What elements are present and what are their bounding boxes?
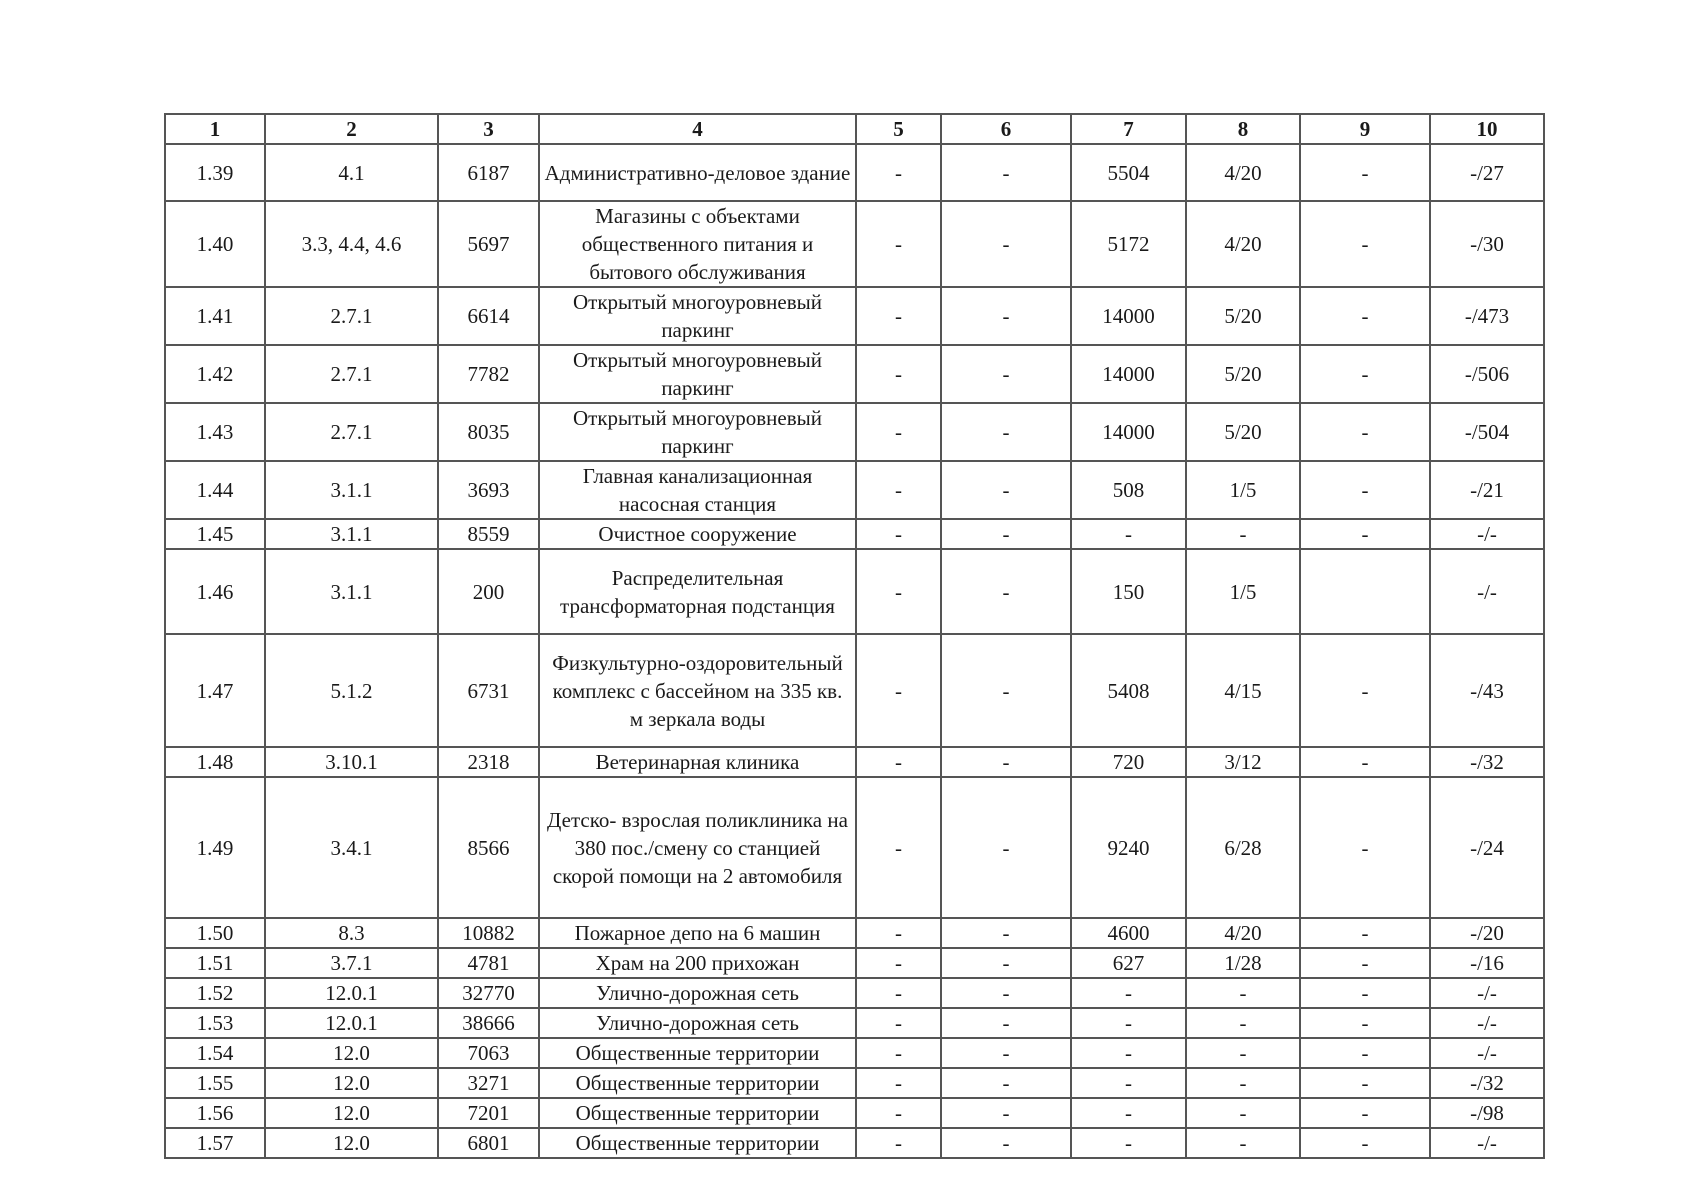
table-row xyxy=(165,1128,1544,1158)
table-cell: Улично-дорожная сеть xyxy=(539,978,856,1008)
table-row xyxy=(165,1008,1544,1038)
table-cell: Административно-деловое здание xyxy=(539,144,856,201)
data-table xyxy=(164,113,1545,1159)
table-cell: -/98 xyxy=(1430,1098,1544,1128)
table-cell: 4/20 xyxy=(1186,201,1300,287)
table-cell: - xyxy=(856,1008,941,1038)
table-cell: 3.1.1 xyxy=(265,461,438,519)
table-cell: - xyxy=(1186,1068,1300,1098)
table-cell: 4.1 xyxy=(265,144,438,201)
table-row xyxy=(165,1098,1544,1128)
table-cell: Открытый многоуровневый паркинг xyxy=(539,345,856,403)
table-cell: 4/20 xyxy=(1186,144,1300,201)
table-cell: - xyxy=(1300,345,1430,403)
table-row xyxy=(165,519,1544,549)
table-cell: 1.48 xyxy=(165,747,265,777)
table-cell: - xyxy=(1300,777,1430,918)
table-cell: Ветеринарная клиника xyxy=(539,747,856,777)
table-cell: - xyxy=(941,549,1071,634)
table-cell: Общественные территории xyxy=(539,1098,856,1128)
table-cell: 14000 xyxy=(1071,403,1186,461)
header-cell: 1 xyxy=(165,114,265,144)
table-row xyxy=(165,948,1544,978)
table-cell: - xyxy=(941,201,1071,287)
table-cell: 4/15 xyxy=(1186,634,1300,747)
table-cell: 8559 xyxy=(438,519,539,549)
table-cell: Детско- взрослая поликлиника на 380 пос./смену со станцией скорой помощи на 2 автомобиля xyxy=(539,777,856,918)
table-cell: 1.40 xyxy=(165,201,265,287)
table-cell: 1.45 xyxy=(165,519,265,549)
table-cell: 5/20 xyxy=(1186,287,1300,345)
table-cell: - xyxy=(1300,978,1430,1008)
table-cell: 1.41 xyxy=(165,287,265,345)
table-cell: - xyxy=(856,1098,941,1128)
table-cell: -/20 xyxy=(1430,918,1544,948)
table-cell: 12.0 xyxy=(265,1038,438,1068)
table-cell: 1.57 xyxy=(165,1128,265,1158)
table-cell: - xyxy=(856,1128,941,1158)
table-cell: - xyxy=(1300,1008,1430,1038)
table-cell: - xyxy=(1300,144,1430,201)
table-cell: - xyxy=(1300,287,1430,345)
table-cell: - xyxy=(856,777,941,918)
table-cell: Общественные территории xyxy=(539,1128,856,1158)
table-cell: 5.1.2 xyxy=(265,634,438,747)
table-cell: 5697 xyxy=(438,201,539,287)
table-cell: Магазины с объектами общественного питания и бытового обслуживания xyxy=(539,201,856,287)
table-cell: - xyxy=(1300,634,1430,747)
table-cell: 12.0.1 xyxy=(265,978,438,1008)
table-cell: - xyxy=(1186,1128,1300,1158)
table-cell: - xyxy=(1071,1038,1186,1068)
table-cell: 150 xyxy=(1071,549,1186,634)
table-cell: 4/20 xyxy=(1186,918,1300,948)
table-cell: 3.1.1 xyxy=(265,519,438,549)
table-cell: 3693 xyxy=(438,461,539,519)
table-row xyxy=(165,978,1544,1008)
table-cell: - xyxy=(941,519,1071,549)
table-cell: - xyxy=(941,1098,1071,1128)
table-cell: Общественные территории xyxy=(539,1068,856,1098)
header-cell: 10 xyxy=(1430,114,1544,144)
header-cell: 4 xyxy=(539,114,856,144)
table-cell: - xyxy=(1300,1128,1430,1158)
table-cell: 5/20 xyxy=(1186,403,1300,461)
table-cell: 8566 xyxy=(438,777,539,918)
table-cell: -/504 xyxy=(1430,403,1544,461)
table-cell: 3/12 xyxy=(1186,747,1300,777)
table-cell: 3.3, 4.4, 4.6 xyxy=(265,201,438,287)
table-row xyxy=(165,1068,1544,1098)
table-cell: Улично-дорожная сеть xyxy=(539,1008,856,1038)
table-cell: - xyxy=(1071,978,1186,1008)
table-cell: - xyxy=(1300,461,1430,519)
table-cell: Общественные территории xyxy=(539,1038,856,1068)
table-cell: 6614 xyxy=(438,287,539,345)
table-cell: - xyxy=(856,345,941,403)
table-cell: - xyxy=(856,1068,941,1098)
table-cell: 14000 xyxy=(1071,287,1186,345)
table-cell: -/- xyxy=(1430,519,1544,549)
header-cell: 2 xyxy=(265,114,438,144)
table-row xyxy=(165,777,1544,918)
table-cell: Очистное сооружение xyxy=(539,519,856,549)
table-cell: - xyxy=(1186,519,1300,549)
table-row xyxy=(165,287,1544,345)
table-cell: -/43 xyxy=(1430,634,1544,747)
table-cell: - xyxy=(856,948,941,978)
table-cell: - xyxy=(1071,1008,1186,1038)
table-cell: Храм на 200 прихожан xyxy=(539,948,856,978)
table-cell: 3.4.1 xyxy=(265,777,438,918)
table-cell: - xyxy=(1071,1068,1186,1098)
table-cell: 1.49 xyxy=(165,777,265,918)
table-cell: 1.53 xyxy=(165,1008,265,1038)
table-cell: -/506 xyxy=(1430,345,1544,403)
table-cell: 627 xyxy=(1071,948,1186,978)
table-cell: 1.50 xyxy=(165,918,265,948)
table-cell: 2.7.1 xyxy=(265,287,438,345)
table-cell: - xyxy=(856,287,941,345)
table-cell: 508 xyxy=(1071,461,1186,519)
header-cell: 9 xyxy=(1300,114,1430,144)
table-cell: - xyxy=(941,144,1071,201)
table-cell: -/- xyxy=(1430,1008,1544,1038)
table-row xyxy=(165,201,1544,287)
table-cell: - xyxy=(941,461,1071,519)
table-cell: - xyxy=(1300,519,1430,549)
table-cell: - xyxy=(1300,403,1430,461)
table-row xyxy=(165,403,1544,461)
table-cell: -/473 xyxy=(1430,287,1544,345)
table-cell: -/- xyxy=(1430,1038,1544,1068)
table-cell: 1.55 xyxy=(165,1068,265,1098)
table-cell: -/32 xyxy=(1430,1068,1544,1098)
table-cell: - xyxy=(1300,1068,1430,1098)
table-cell: 7782 xyxy=(438,345,539,403)
table-cell: - xyxy=(856,461,941,519)
table-cell: 1.51 xyxy=(165,948,265,978)
table-cell: 1.47 xyxy=(165,634,265,747)
table-cell: -/- xyxy=(1430,1128,1544,1158)
table-cell: - xyxy=(856,519,941,549)
table-cell: - xyxy=(1186,978,1300,1008)
table-cell: - xyxy=(941,747,1071,777)
header-cell: 6 xyxy=(941,114,1071,144)
table-cell: Главная канализационная насосная станция xyxy=(539,461,856,519)
table-row xyxy=(165,634,1544,747)
table-row xyxy=(165,1038,1544,1068)
table-cell: 7063 xyxy=(438,1038,539,1068)
table-cell: - xyxy=(1071,1128,1186,1158)
table-cell: 2318 xyxy=(438,747,539,777)
table-row xyxy=(165,747,1544,777)
table-cell: 8035 xyxy=(438,403,539,461)
table-body xyxy=(165,144,1544,1158)
table-cell: Пожарное депо на 6 машин xyxy=(539,918,856,948)
table-cell: -/16 xyxy=(1430,948,1544,978)
table-cell: - xyxy=(1300,1038,1430,1068)
table-cell: - xyxy=(941,1068,1071,1098)
table-cell: 1.54 xyxy=(165,1038,265,1068)
table-cell: 5504 xyxy=(1071,144,1186,201)
table-cell: 3.1.1 xyxy=(265,549,438,634)
table-cell: Физкультурно-оздоровительный комплекс с бассейном на 335 кв. м зеркала воды xyxy=(539,634,856,747)
table-cell: - xyxy=(1186,1008,1300,1038)
table-cell: Открытый многоуровневый паркинг xyxy=(539,287,856,345)
table-cell: 200 xyxy=(438,549,539,634)
table-cell: 6731 xyxy=(438,634,539,747)
table-cell: 7201 xyxy=(438,1098,539,1128)
table-cell: 3.10.1 xyxy=(265,747,438,777)
table-cell: 5172 xyxy=(1071,201,1186,287)
header-cell: 7 xyxy=(1071,114,1186,144)
table-cell: - xyxy=(856,918,941,948)
table-cell: 5/20 xyxy=(1186,345,1300,403)
table-cell: 2.7.1 xyxy=(265,345,438,403)
table-cell: 6/28 xyxy=(1186,777,1300,918)
table-cell: 1/5 xyxy=(1186,461,1300,519)
table-cell: - xyxy=(941,345,1071,403)
table-cell: -/32 xyxy=(1430,747,1544,777)
table-row xyxy=(165,918,1544,948)
table-cell: 720 xyxy=(1071,747,1186,777)
table-cell: -/- xyxy=(1430,549,1544,634)
table-cell: Распределительная трансформаторная подстанция xyxy=(539,549,856,634)
table-cell: 6801 xyxy=(438,1128,539,1158)
table-cell: 14000 xyxy=(1071,345,1186,403)
table-cell: Открытый многоуровневый паркинг xyxy=(539,403,856,461)
table-cell: 3271 xyxy=(438,1068,539,1098)
table-cell: 10882 xyxy=(438,918,539,948)
table-cell: 38666 xyxy=(438,1008,539,1038)
table-cell: 32770 xyxy=(438,978,539,1008)
header-cell: 8 xyxy=(1186,114,1300,144)
table-row xyxy=(165,549,1544,634)
table-cell: - xyxy=(1300,948,1430,978)
header-cell: 3 xyxy=(438,114,539,144)
table-cell: - xyxy=(941,918,1071,948)
table-cell: 4781 xyxy=(438,948,539,978)
table-cell: - xyxy=(1300,1098,1430,1128)
header-cell: 5 xyxy=(856,114,941,144)
table-cell: 8.3 xyxy=(265,918,438,948)
table-cell: - xyxy=(941,777,1071,918)
table-cell: 6187 xyxy=(438,144,539,201)
table-cell: 4600 xyxy=(1071,918,1186,948)
table-cell: - xyxy=(856,1038,941,1068)
table-cell: - xyxy=(941,978,1071,1008)
table-cell: 1.52 xyxy=(165,978,265,1008)
table-cell: - xyxy=(856,144,941,201)
table-cell: - xyxy=(941,1038,1071,1068)
table-cell: 1.56 xyxy=(165,1098,265,1128)
table-cell: - xyxy=(1300,747,1430,777)
table-row xyxy=(165,345,1544,403)
table-cell: - xyxy=(856,978,941,1008)
table-cell: - xyxy=(1300,918,1430,948)
table-cell: - xyxy=(941,634,1071,747)
table-cell: - xyxy=(941,287,1071,345)
table-cell: 2.7.1 xyxy=(265,403,438,461)
table-cell: 9240 xyxy=(1071,777,1186,918)
table-cell: - xyxy=(1071,1098,1186,1128)
table-cell: - xyxy=(941,948,1071,978)
table-row xyxy=(165,144,1544,201)
table-cell: 12.0.1 xyxy=(265,1008,438,1038)
table-cell: 1/5 xyxy=(1186,549,1300,634)
table-cell: 1.43 xyxy=(165,403,265,461)
table-cell: 1.44 xyxy=(165,461,265,519)
table-cell: -/- xyxy=(1430,978,1544,1008)
table-cell: -/21 xyxy=(1430,461,1544,519)
table-cell: 1.46 xyxy=(165,549,265,634)
table-cell: 12.0 xyxy=(265,1128,438,1158)
table-cell: - xyxy=(856,201,941,287)
table-cell: 12.0 xyxy=(265,1098,438,1128)
table-cell: - xyxy=(856,549,941,634)
table-cell: 1/28 xyxy=(1186,948,1300,978)
table-cell: 3.7.1 xyxy=(265,948,438,978)
table-cell: 5408 xyxy=(1071,634,1186,747)
header-row xyxy=(165,114,1544,144)
table-cell: - xyxy=(856,747,941,777)
table-cell: 12.0 xyxy=(265,1068,438,1098)
table-cell: -/30 xyxy=(1430,201,1544,287)
table-cell: - xyxy=(941,403,1071,461)
table-cell: - xyxy=(941,1128,1071,1158)
table-cell: - xyxy=(1186,1038,1300,1068)
table-cell: -/27 xyxy=(1430,144,1544,201)
table-cell: - xyxy=(1071,519,1186,549)
table-cell: 1.39 xyxy=(165,144,265,201)
table-cell xyxy=(1300,549,1430,634)
table-cell: -/24 xyxy=(1430,777,1544,918)
table-cell: - xyxy=(856,634,941,747)
table-row xyxy=(165,461,1544,519)
table-cell: - xyxy=(856,403,941,461)
table-cell: - xyxy=(1186,1098,1300,1128)
table-cell: - xyxy=(1300,201,1430,287)
table-cell: - xyxy=(941,1008,1071,1038)
table-cell: 1.42 xyxy=(165,345,265,403)
